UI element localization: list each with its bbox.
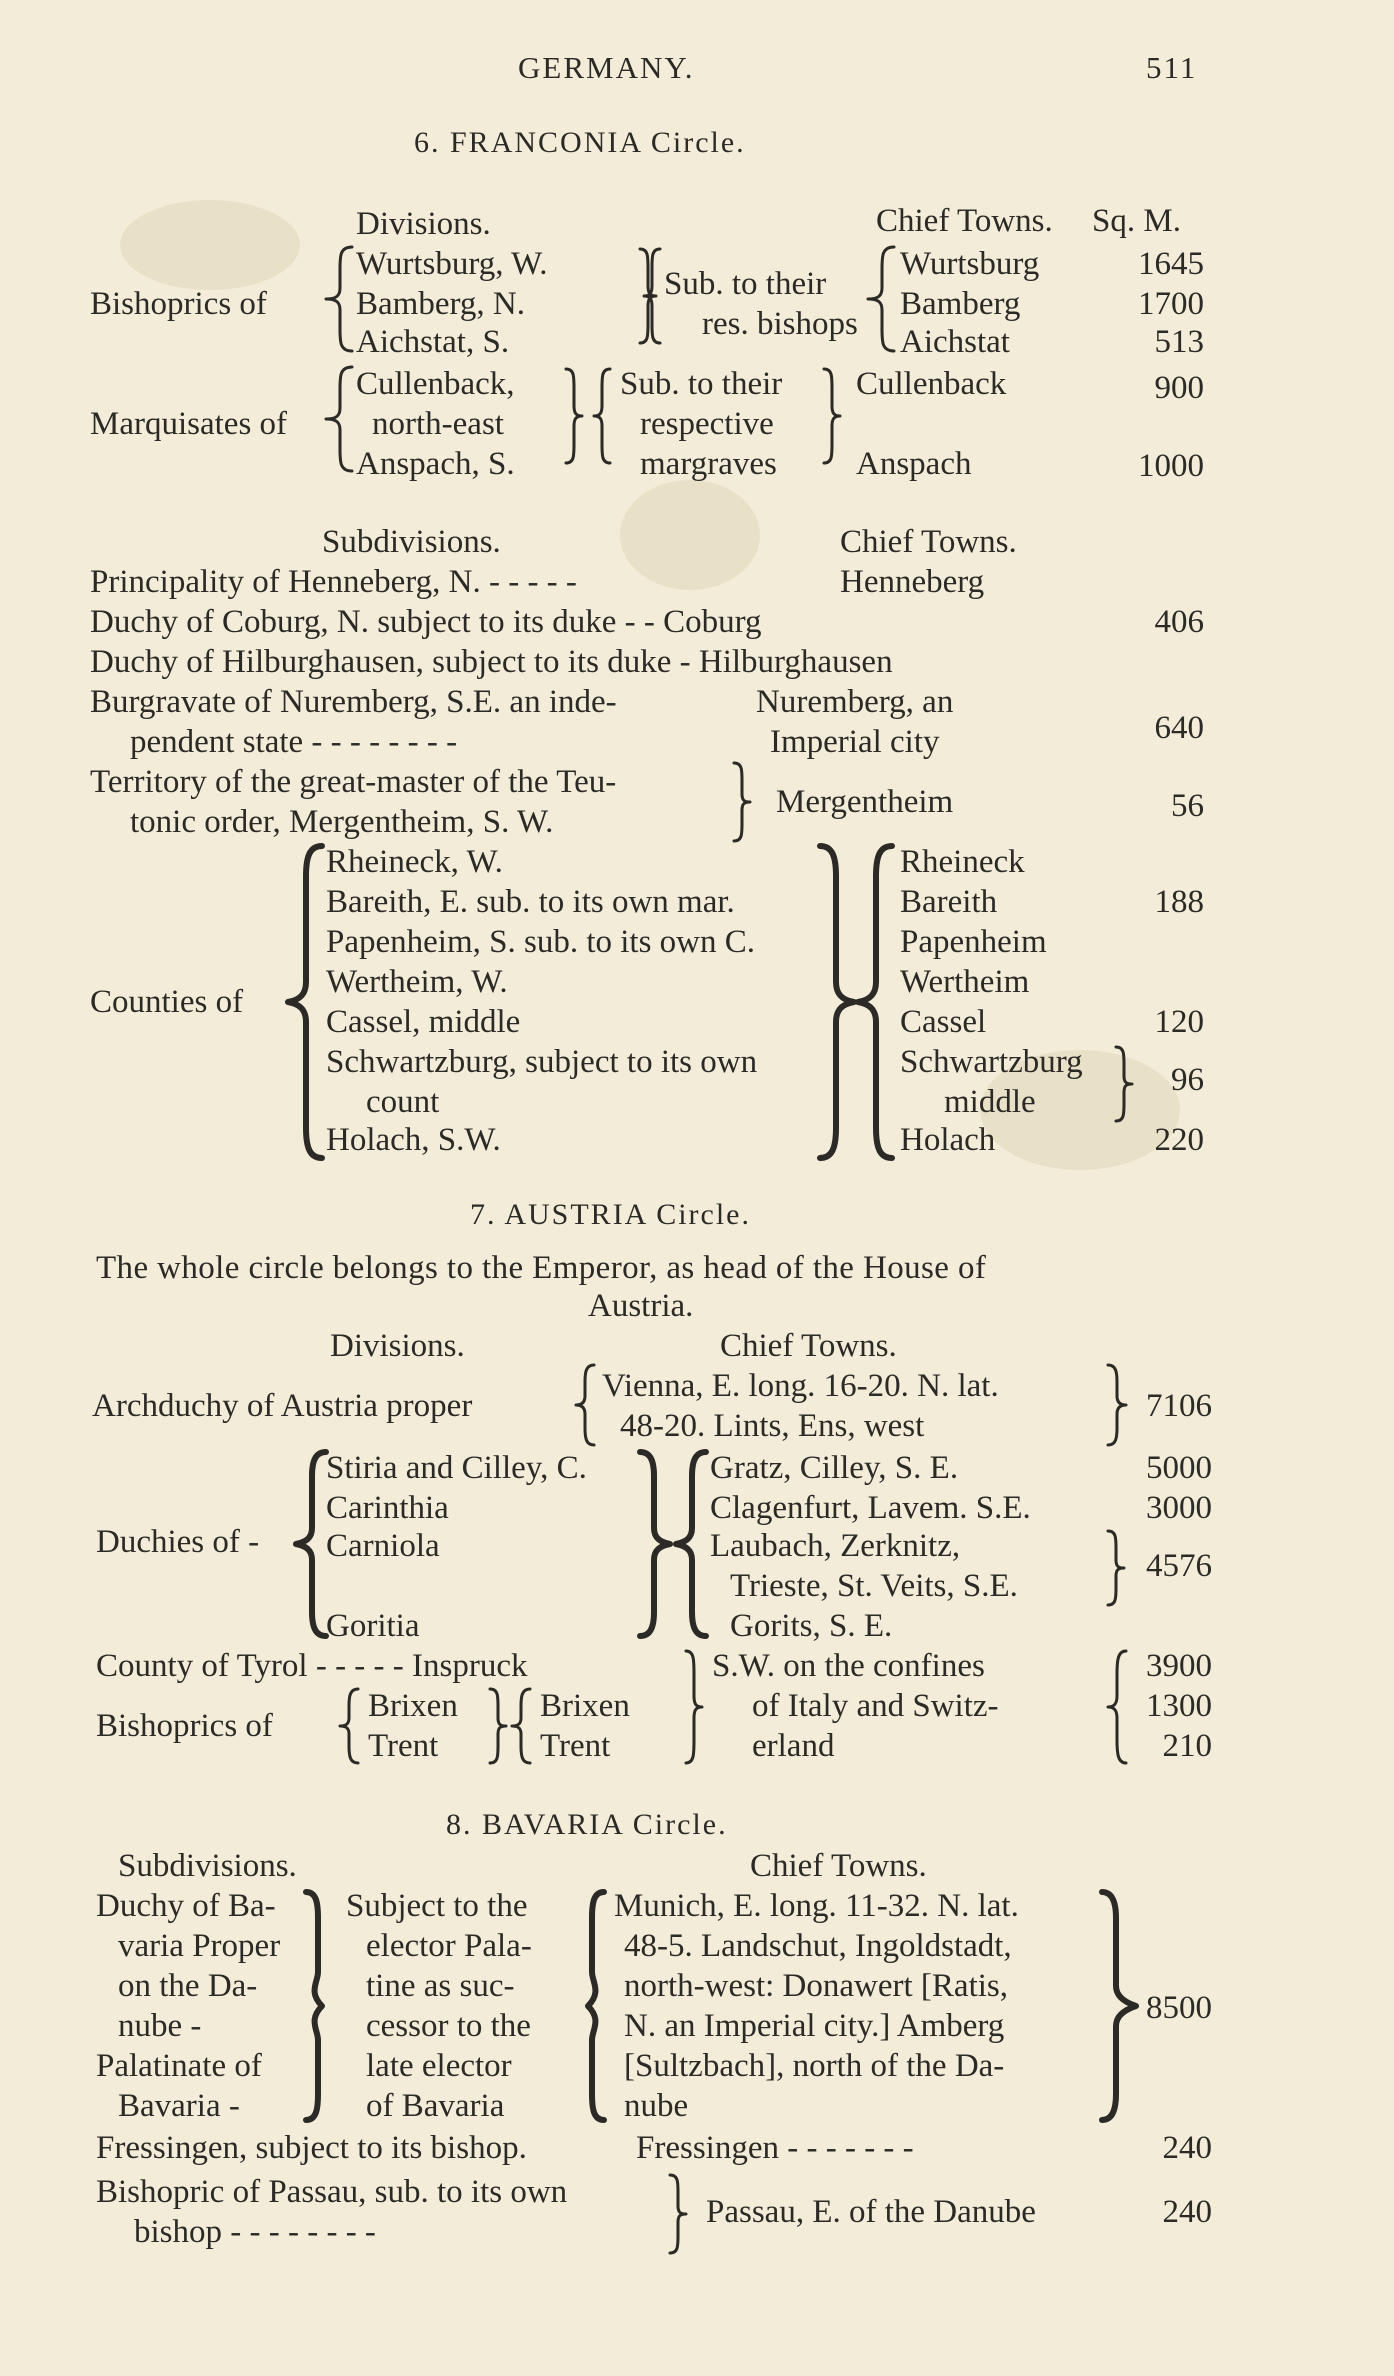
chief-town: Mergentheim xyxy=(776,784,954,820)
square-miles: 96 xyxy=(1171,1062,1204,1098)
duchy-item: Goritia xyxy=(326,1608,420,1644)
column-heading-chief-towns: Chief Towns. xyxy=(720,1328,897,1364)
county-item: Wertheim, W. xyxy=(326,964,508,1000)
square-miles: 1700 xyxy=(1138,286,1204,322)
county-item: Holach, S.W. xyxy=(326,1122,501,1158)
square-miles: 1645 xyxy=(1138,246,1204,282)
bishopric-item: Trent xyxy=(368,1728,439,1764)
square-miles: 120 xyxy=(1154,1004,1204,1040)
subdivision-row: Territory of the great-master of the Teu- xyxy=(90,764,617,800)
subdivision-row: Fressingen, subject to its bishop. xyxy=(96,2130,527,2166)
brace xyxy=(282,842,326,1162)
chief-town: Brixen xyxy=(540,1688,630,1724)
note-text: respective xyxy=(640,406,774,442)
note-text: cessor to the xyxy=(366,2008,531,2044)
subdivision-row: Bishopric of Passau, sub. to its own xyxy=(96,2174,568,2210)
page-number: 511 xyxy=(1146,50,1198,85)
brace xyxy=(730,760,752,844)
subdivision-line: Palatinate of xyxy=(96,2048,262,2084)
duchies-label: Duchies of - xyxy=(96,1524,260,1560)
square-miles: 56 xyxy=(1171,788,1204,824)
division-item: Aichstat, S. xyxy=(356,324,510,360)
county-item: count xyxy=(366,1084,440,1120)
intro-text: The whole circle belongs to the Emperor, as head of the House of xyxy=(96,1250,987,1286)
subdivision-line: Bavaria - xyxy=(118,2088,240,2124)
duchy-item: Carinthia xyxy=(326,1490,449,1526)
column-heading-chief-towns: Chief Towns. xyxy=(876,203,1053,239)
subdivision-row: Principality of Henneberg, N. - - - - - xyxy=(90,564,577,600)
brace xyxy=(590,366,612,466)
chief-town: nube xyxy=(624,2088,689,2124)
bishopric-item: Brixen xyxy=(368,1688,458,1724)
division-item: Anspach, S. xyxy=(356,446,515,482)
tyrol-row: County of Tyrol - - - - - Inspruck xyxy=(96,1648,528,1684)
chief-town: Cullenback xyxy=(856,366,1007,402)
chief-town: Gorits, S. E. xyxy=(730,1608,893,1644)
bishoprics-label: Bishoprics of xyxy=(96,1708,273,1744)
subdivision-row: tonic order, Mergentheim, S. W. xyxy=(130,804,554,840)
chief-town: Holach xyxy=(900,1122,996,1158)
duchy-item: Stiria and Cilley, C. xyxy=(326,1450,587,1486)
brace xyxy=(572,1888,608,2124)
subdivision-row: Duchy of Coburg, N. subject to its duke - - Coburg xyxy=(90,604,762,640)
chief-town: Papenheim xyxy=(900,924,1047,960)
square-miles: 1000 xyxy=(1138,448,1204,484)
subdivision-row: bishop - - - - - - - - xyxy=(134,2214,376,2250)
note-text: tine as suc- xyxy=(366,1968,515,2004)
chief-town: Vienna, E. long. 16-20. N. lat. xyxy=(602,1368,999,1404)
archduchy-label: Archduchy of Austria proper xyxy=(92,1388,473,1424)
division-item: Bamberg, N. xyxy=(356,286,525,322)
chief-town: Fressingen - - - - - - - xyxy=(636,2130,914,2166)
note-text: elector Pala- xyxy=(366,1928,532,1964)
subdivision-row: Burgravate of Nuremberg, S.E. an inde- xyxy=(90,684,617,720)
chief-town: Henneberg xyxy=(840,564,985,600)
chief-town: Wurtsburg xyxy=(900,246,1040,282)
section-title-austria: 7. AUSTRIA Circle. xyxy=(470,1198,751,1231)
square-miles: 188 xyxy=(1154,884,1204,920)
chief-town: Cassel xyxy=(900,1004,987,1040)
county-item: Cassel, middle xyxy=(326,1004,521,1040)
square-miles: 1300 xyxy=(1146,1688,1212,1724)
note-text: margraves xyxy=(640,446,777,482)
note-text: of Bavaria xyxy=(366,2088,505,2124)
chief-town: Laubach, Zerknitz, xyxy=(710,1528,961,1564)
note-text: res. bishops xyxy=(702,306,858,342)
brace xyxy=(666,2172,688,2256)
chief-town: Trieste, St. Veits, S.E. xyxy=(730,1568,1018,1604)
chief-town: Anspach xyxy=(856,446,972,482)
marquisates-label: Marquisates of xyxy=(90,406,288,442)
brace xyxy=(486,1686,508,1766)
note-text: erland xyxy=(752,1728,835,1764)
chief-town: Nuremberg, an xyxy=(756,684,954,720)
intro-text: Austria. xyxy=(588,1288,694,1324)
brace xyxy=(290,1448,330,1640)
chief-town: Aichstat xyxy=(900,324,1010,360)
subdivision-row: Duchy of Hilburghausen, subject to its duke - Hilburghausen xyxy=(90,644,893,680)
square-miles: 513 xyxy=(1154,324,1204,360)
running-head: GERMANY. xyxy=(518,50,695,85)
note-text: Subject to the xyxy=(346,1888,528,1924)
chief-town: Imperial city xyxy=(770,724,940,760)
division-item: Cullenback, xyxy=(356,366,515,402)
square-miles: 8500 xyxy=(1146,1990,1212,2026)
brace xyxy=(640,246,662,346)
chief-town: [Sultzbach], north of the Da- xyxy=(624,2048,1005,2084)
bishoprics-label: Bishoprics of xyxy=(90,286,267,322)
square-miles: 4576 xyxy=(1146,1548,1212,1584)
square-miles: 3900 xyxy=(1146,1648,1212,1684)
division-item: Wurtsburg, W. xyxy=(356,246,548,282)
section-title-bavaria: 8. BAVARIA Circle. xyxy=(446,1808,728,1841)
subdivision-row: pendent state - - - - - - - - xyxy=(130,724,458,760)
chief-town: Rheineck xyxy=(900,844,1025,880)
column-heading-square-miles: Sq. M. xyxy=(1092,203,1181,239)
county-item: Bareith, E. sub. to its own mar. xyxy=(326,884,735,920)
chief-town: Munich, E. long. 11-32. N. lat. xyxy=(614,1888,1019,1924)
brace xyxy=(508,1686,534,1766)
counties-label: Counties of xyxy=(90,984,244,1020)
chief-town: north-west: Donawert [Ratis, xyxy=(624,1968,1008,2004)
brace xyxy=(322,364,356,474)
chief-town: Clagenfurt, Lavem. S.E. xyxy=(710,1490,1031,1526)
brace xyxy=(670,1448,710,1640)
duchy-item: Carniola xyxy=(326,1528,440,1564)
chief-town: Bareith xyxy=(900,884,998,920)
subdivision-line: varia Proper xyxy=(118,1928,281,1964)
square-miles: 900 xyxy=(1154,370,1204,406)
subdivision-line: nube - xyxy=(118,2008,202,2044)
chief-town: 48-20. Lints, Ens, west xyxy=(620,1408,925,1444)
square-miles: 240 xyxy=(1162,2194,1212,2230)
brace xyxy=(336,1686,362,1766)
note-text: Sub. to their xyxy=(620,366,783,402)
chief-town: Schwartzburg xyxy=(900,1044,1083,1080)
division-item: north-east xyxy=(372,406,504,442)
chief-town: N. an Imperial city.] Amberg xyxy=(624,2008,1005,2044)
square-miles: 210 xyxy=(1162,1728,1212,1764)
chief-town: Wertheim xyxy=(900,964,1030,1000)
square-miles: 3000 xyxy=(1146,1490,1212,1526)
column-heading-chief-towns: Chief Towns. xyxy=(840,524,1017,560)
chief-town: Bamberg xyxy=(900,286,1021,322)
paper-stain xyxy=(120,200,300,290)
square-miles: 7106 xyxy=(1146,1388,1212,1424)
paper-stain xyxy=(620,480,760,590)
column-heading-divisions: Divisions. xyxy=(356,206,491,242)
chief-town: 48-5. Landschut, Ingoldstadt, xyxy=(624,1928,1012,1964)
subdivision-line: Duchy of Ba- xyxy=(96,1888,276,1924)
column-heading-chief-towns: Chief Towns. xyxy=(750,1848,927,1884)
square-miles: 640 xyxy=(1154,710,1204,746)
chief-town: Passau, E. of the Danube xyxy=(706,2194,1036,2230)
brace xyxy=(322,244,356,354)
brace xyxy=(572,1362,598,1448)
chief-town: Trent xyxy=(540,1728,611,1764)
column-heading-divisions: Divisions. xyxy=(330,1328,465,1364)
county-item: Papenheim, S. sub. to its own C. xyxy=(326,924,756,960)
chief-town: Gratz, Cilley, S. E. xyxy=(710,1450,959,1486)
brace xyxy=(820,366,842,466)
brace xyxy=(682,1648,704,1766)
square-miles: 406 xyxy=(1154,604,1204,640)
brace xyxy=(864,244,898,354)
subdivision-line: on the Da- xyxy=(118,1968,258,2004)
brace xyxy=(562,366,584,466)
section-title-franconia: 6. FRANCONIA Circle. xyxy=(414,126,746,159)
brace xyxy=(852,842,896,1162)
column-heading-subdivisions: Subdivisions. xyxy=(118,1848,297,1884)
note-text: of Italy and Switz- xyxy=(752,1688,999,1724)
chief-town: middle xyxy=(944,1084,1036,1120)
county-item: Rheineck, W. xyxy=(326,844,503,880)
square-miles: 240 xyxy=(1162,2130,1212,2166)
square-miles: 220 xyxy=(1154,1122,1204,1158)
note-text: late elector xyxy=(366,2048,512,2084)
brace xyxy=(302,1888,338,2124)
column-heading-subdivisions: Subdivisions. xyxy=(322,524,501,560)
county-item: Schwartzburg, subject to its own xyxy=(326,1044,758,1080)
square-miles: 5000 xyxy=(1146,1450,1212,1486)
note-text: S.W. on the confines xyxy=(712,1648,985,1684)
note-text: Sub. to their xyxy=(664,266,827,302)
